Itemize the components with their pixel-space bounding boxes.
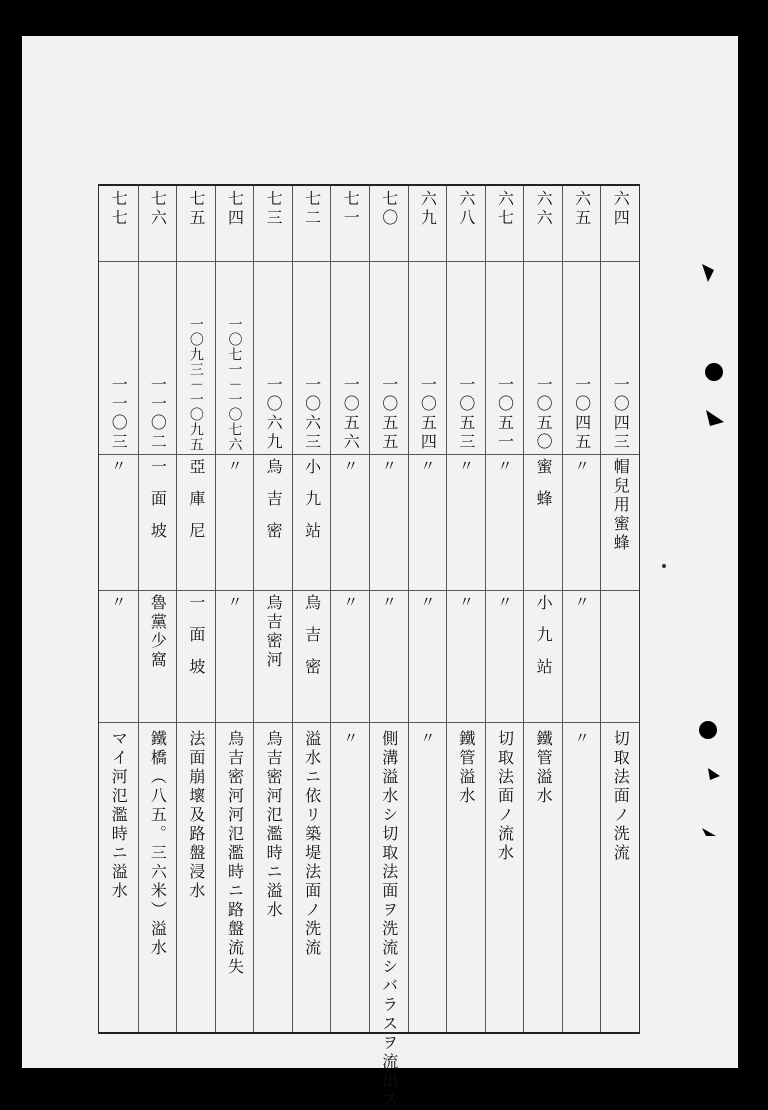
cell-text: 鐵橋（八五。三六米）溢水	[148, 730, 168, 958]
cell-text: 帽兒用蜜蜂	[611, 458, 631, 553]
cell-text: 〃	[341, 730, 360, 748]
cell-text: 〃	[572, 730, 591, 748]
cell-text: 小九站	[534, 594, 554, 690]
cell-text: 六八	[456, 190, 476, 228]
cell-text: 〃	[456, 458, 475, 476]
cell-text: 鐵管溢水	[456, 730, 476, 806]
cell-text: 一〇五〇	[534, 376, 554, 452]
cell-text: 一〇九三－一〇九五	[187, 317, 204, 452]
cell-text: 溢水ニ依リ築堤法面ノ洗流	[302, 730, 322, 958]
cell-text: 烏吉密	[302, 594, 322, 690]
cell-text: 一一〇二	[148, 376, 168, 452]
cell-text: 七三	[264, 190, 284, 228]
cell-text: 一〇四五	[572, 376, 592, 452]
cell-text: 法面崩壞及路盤浸水	[186, 730, 206, 901]
cell-text: 〃	[379, 594, 398, 612]
document-page	[22, 36, 738, 1110]
cell-text: 烏吉密河河氾濫時ニ路盤流失	[225, 730, 245, 977]
cell-text: 六五	[572, 190, 592, 228]
cell-text: 六六	[534, 190, 554, 228]
cell-text: 〃	[495, 594, 514, 612]
cell-text: 七六	[148, 190, 168, 228]
cell-text: 一一〇三	[109, 376, 129, 452]
cell-text: 〃	[418, 594, 437, 612]
cell-text: 〃	[225, 594, 244, 612]
cell-text: 魯黨少窩	[148, 594, 168, 670]
cell-text: 烏吉密河	[264, 594, 284, 670]
cell-text: 七一	[341, 190, 361, 228]
cell-text: 〃	[341, 594, 360, 612]
cell-text: 七〇	[379, 190, 399, 228]
cell-text: 〃	[109, 458, 128, 476]
cell-text: 一〇五六	[341, 376, 361, 452]
cell-text: 七五	[186, 190, 206, 228]
cell-text: 〃	[572, 458, 591, 476]
cell-text: 一面坡	[186, 594, 206, 690]
cell-text: 七七	[109, 190, 129, 228]
cell-text: 〃	[495, 458, 514, 476]
cell-text: 一〇五一	[495, 376, 515, 452]
cell-text: 一〇五四	[418, 376, 438, 452]
cell-text: 切取法面ノ洗流	[611, 730, 631, 863]
cell-text: 六九	[418, 190, 438, 228]
cell-text: 一〇五五	[379, 376, 399, 452]
cell-text: 〃	[418, 458, 437, 476]
cell-text: 七二	[302, 190, 322, 228]
cell-text: マイ河氾濫時ニ溢水	[109, 730, 129, 901]
cell-text: 蜜蜂	[534, 458, 554, 522]
margin-marks	[22, 36, 738, 1068]
cell-text: 〃	[418, 730, 437, 748]
cell-text: 一〇六三	[302, 376, 322, 452]
cell-text: 亞庫尼	[186, 458, 206, 554]
cell-text: 六四	[611, 190, 631, 228]
cell-text: 一面坡	[148, 458, 168, 554]
cell-text: 〃	[341, 458, 360, 476]
cell-text: 七四	[225, 190, 245, 228]
cell-text: 一〇七一－一〇七六	[226, 317, 243, 452]
cell-text: 〃	[379, 458, 398, 476]
cell-text: 烏吉密河氾濫時ニ溢水	[264, 730, 284, 920]
cell-text: 切取法面ノ流水	[495, 730, 515, 863]
cell-text: 一〇五三	[456, 376, 476, 452]
cell-text: 〃	[572, 594, 591, 612]
cell-text: 六七	[495, 190, 515, 228]
cell-text: 一〇四三	[611, 376, 631, 452]
cell-text: 鐵管溢水	[534, 730, 554, 806]
cell-text: 〃	[225, 458, 244, 476]
cell-text: 一〇六九	[264, 376, 284, 452]
cell-text: 烏吉密	[264, 458, 284, 554]
cell-text: 〃	[109, 594, 128, 612]
cell-text: 〃	[456, 594, 475, 612]
cell-text: 小九站	[302, 458, 322, 554]
cell-text: 側溝溢水シ切取法面ヲ洗流シバラスヲ流出ス	[379, 730, 399, 1110]
